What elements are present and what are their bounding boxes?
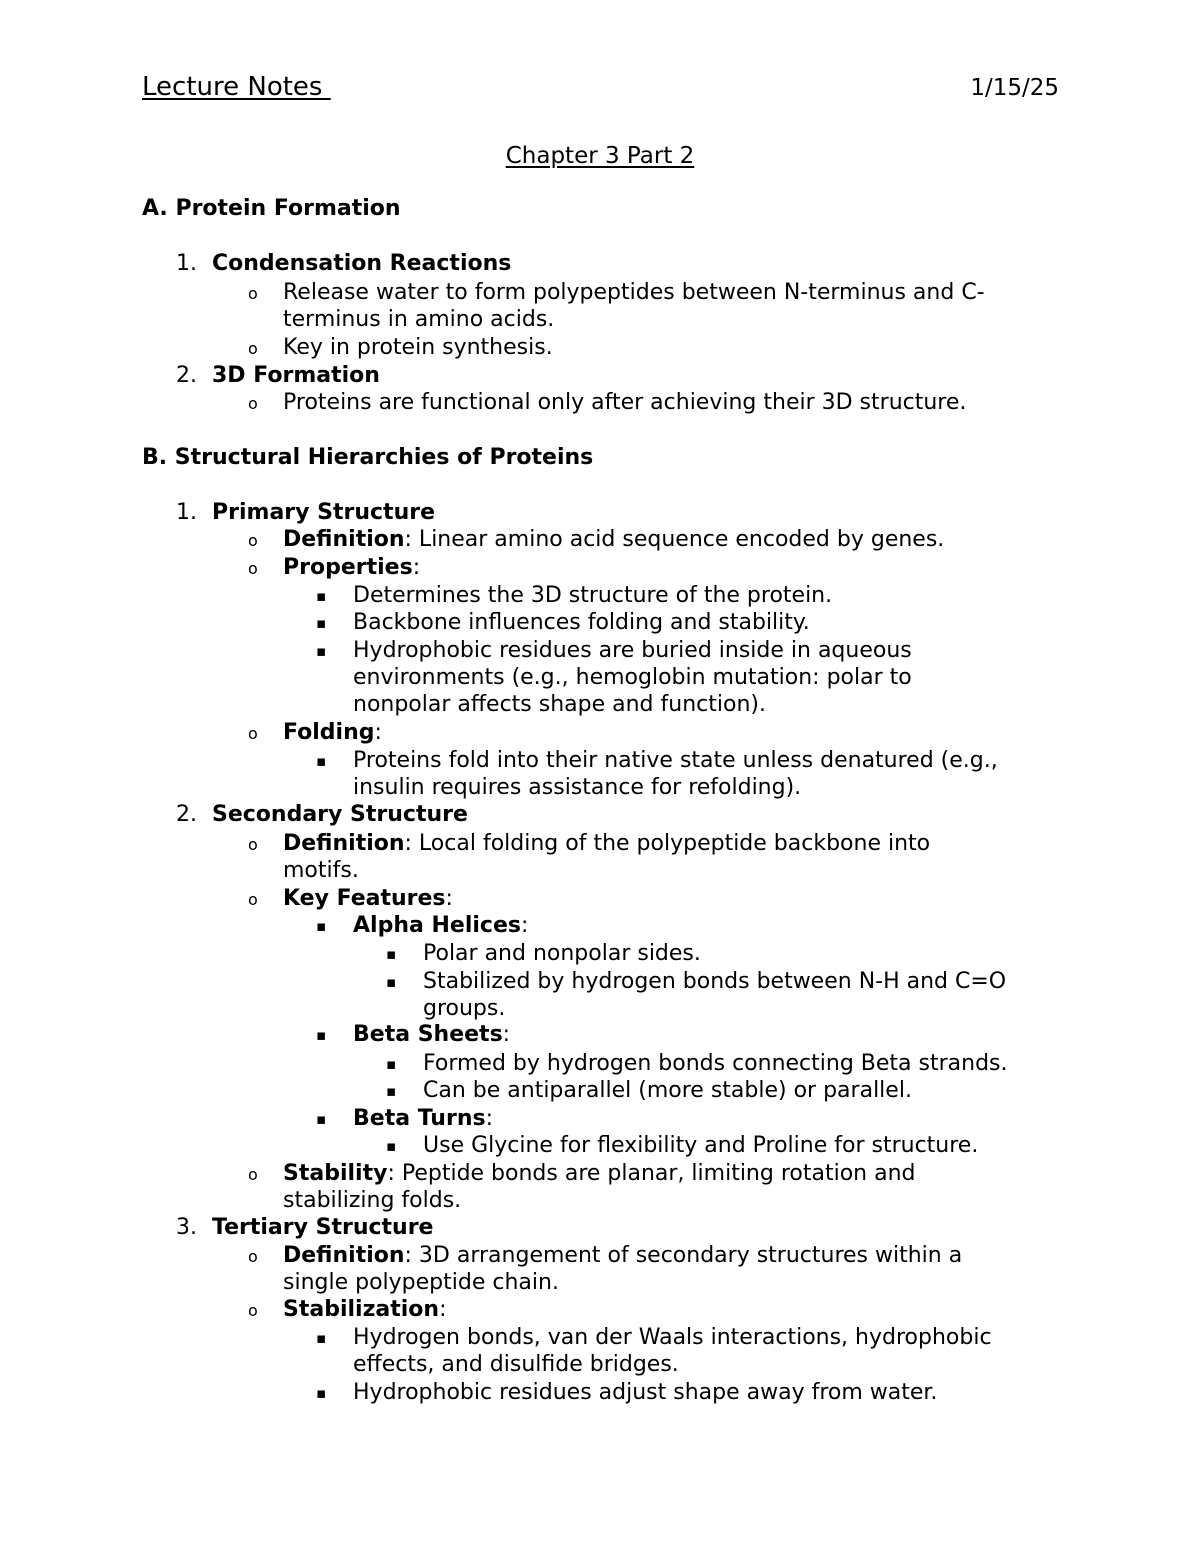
stability-line	[283, 1160, 916, 1188]
term-label: Folding	[283, 720, 375, 745]
list-number: 2.	[176, 363, 197, 388]
term-label: Definition	[283, 1243, 405, 1268]
term-label: Definition	[283, 527, 405, 552]
alpha-helices-line	[353, 912, 528, 940]
list-item: Release water to form polypeptides between N-terminus and C-	[283, 280, 985, 305]
circle-bullet-icon: o	[248, 394, 258, 413]
term-text: : Linear amino acid sequence encoded by genes.	[404, 527, 945, 552]
circle-bullet-icon: o	[248, 1301, 258, 1320]
square-bullet-icon: ▪	[386, 973, 397, 991]
term-label: Key Features	[283, 886, 446, 911]
list-item: Hydrogen bonds, van der Waals interactions, hydrophobic	[353, 1325, 992, 1350]
term-colon: :	[374, 720, 382, 745]
circle-bullet-icon: o	[248, 835, 258, 854]
square-bullet-icon: ▪	[316, 587, 327, 605]
definition-line	[283, 526, 944, 554]
square-bullet-icon: ▪	[316, 1026, 327, 1044]
section-a-heading: A. Protein Formation	[142, 196, 401, 221]
square-bullet-icon: ▪	[316, 1329, 327, 1347]
term-label: Beta Turns	[353, 1106, 486, 1131]
circle-bullet-icon: o	[248, 1247, 258, 1266]
list-number: 1.	[176, 251, 197, 276]
item-title-secondary-structure: Secondary Structure	[212, 802, 468, 827]
term-label: Definition	[283, 831, 405, 856]
term-colon: :	[445, 886, 453, 911]
date-label: 1/15/25	[970, 75, 1059, 101]
circle-bullet-icon: o	[248, 339, 258, 358]
square-bullet-icon: ▪	[316, 614, 327, 632]
list-item: Polar and nonpolar sides.	[423, 941, 701, 966]
properties-line	[283, 554, 420, 582]
list-number: 2.	[176, 802, 197, 827]
term-text: : 3D arrangement of secondary structures within a	[404, 1243, 963, 1268]
term-text: : Local folding of the polypeptide backbone into	[404, 831, 931, 856]
term-colon: :	[502, 1022, 511, 1047]
list-item-continued: groups.	[423, 996, 506, 1021]
beta-turns-line	[353, 1105, 493, 1133]
stability-continued: stabilizing folds.	[283, 1188, 462, 1213]
square-bullet-icon: ▪	[386, 1055, 397, 1073]
circle-bullet-icon: o	[248, 284, 258, 303]
list-item: Key in protein synthesis.	[283, 335, 553, 360]
item-title-primary-structure: Primary Structure	[212, 500, 435, 525]
circle-bullet-icon: o	[248, 890, 258, 909]
item-title-condensation: Condensation Reactions	[212, 251, 512, 276]
term-label: Stability	[283, 1161, 388, 1186]
square-bullet-icon: ▪	[386, 1137, 397, 1155]
list-number: 1.	[176, 500, 197, 525]
item-title-3d-formation: 3D Formation	[212, 363, 380, 388]
term-label: Beta Sheets	[353, 1022, 503, 1047]
list-item-continued: effects, and disulfide bridges.	[353, 1352, 679, 1377]
circle-bullet-icon: o	[248, 724, 258, 743]
list-item: Backbone influences folding and stability.	[353, 610, 810, 635]
term-label: Alpha Helices	[353, 913, 521, 938]
term-colon: :	[485, 1106, 493, 1131]
list-item: Determines the 3D structure of the protein.	[353, 583, 833, 608]
list-item: Use Glycine for flexibility and Proline for structure.	[423, 1133, 979, 1158]
term-colon: :	[412, 555, 421, 580]
item-title-tertiary-structure: Tertiary Structure	[212, 1215, 434, 1240]
list-item: Formed by hydrogen bonds connecting Beta strands.	[423, 1051, 1008, 1076]
definition-continued: single polypeptide chain.	[283, 1270, 559, 1295]
chapter-subtitle: Chapter 3 Part 2	[505, 143, 695, 169]
list-item-continued: nonpolar affects shape and function).	[353, 692, 766, 717]
list-item: Can be antiparallel (more stable) or parallel.	[423, 1078, 912, 1103]
definition-continued: motifs.	[283, 858, 359, 883]
list-item: Hydrophobic residues are buried inside in aqueous	[353, 638, 912, 663]
square-bullet-icon: ▪	[386, 1082, 397, 1100]
list-item-continued: terminus in amino acids.	[283, 307, 555, 332]
square-bullet-icon: ▪	[316, 1384, 327, 1402]
square-bullet-icon: ▪	[316, 917, 327, 935]
circle-bullet-icon: o	[248, 531, 258, 550]
stabilization-line	[283, 1296, 446, 1324]
list-item: Proteins fold into their native state unless denatured (e.g.,	[353, 748, 998, 773]
term-label: Properties	[283, 555, 413, 580]
term-colon: :	[439, 1297, 447, 1322]
circle-bullet-icon: o	[248, 1165, 258, 1184]
list-item: Hydrophobic residues adjust shape away from water.	[353, 1380, 938, 1405]
page-title: Lecture Notes	[142, 72, 331, 102]
key-features-line	[283, 885, 453, 913]
square-bullet-icon: ▪	[316, 752, 327, 770]
circle-bullet-icon: o	[248, 559, 258, 578]
definition-line	[283, 1242, 962, 1270]
term-label: Stabilization	[283, 1297, 440, 1322]
square-bullet-icon: ▪	[316, 642, 327, 660]
list-item-continued: environments (e.g., hemoglobin mutation: polar to	[353, 665, 912, 690]
definition-line	[283, 830, 930, 858]
beta-sheets-line	[353, 1021, 510, 1049]
list-item: Stabilized by hydrogen bonds between N-H and C=O	[423, 969, 1007, 994]
list-number: 3.	[176, 1215, 197, 1240]
section-b-heading: B. Structural Hierarchies of Proteins	[142, 445, 594, 470]
square-bullet-icon: ▪	[316, 1110, 327, 1128]
folding-line	[283, 719, 382, 747]
square-bullet-icon: ▪	[386, 945, 397, 963]
list-item-continued: insulin requires assistance for refolding).	[353, 775, 802, 800]
term-colon: :	[520, 913, 529, 938]
list-item: Proteins are functional only after achieving their 3D structure.	[283, 390, 967, 415]
term-text: : Peptide bonds are planar, limiting rotation and	[387, 1161, 916, 1186]
